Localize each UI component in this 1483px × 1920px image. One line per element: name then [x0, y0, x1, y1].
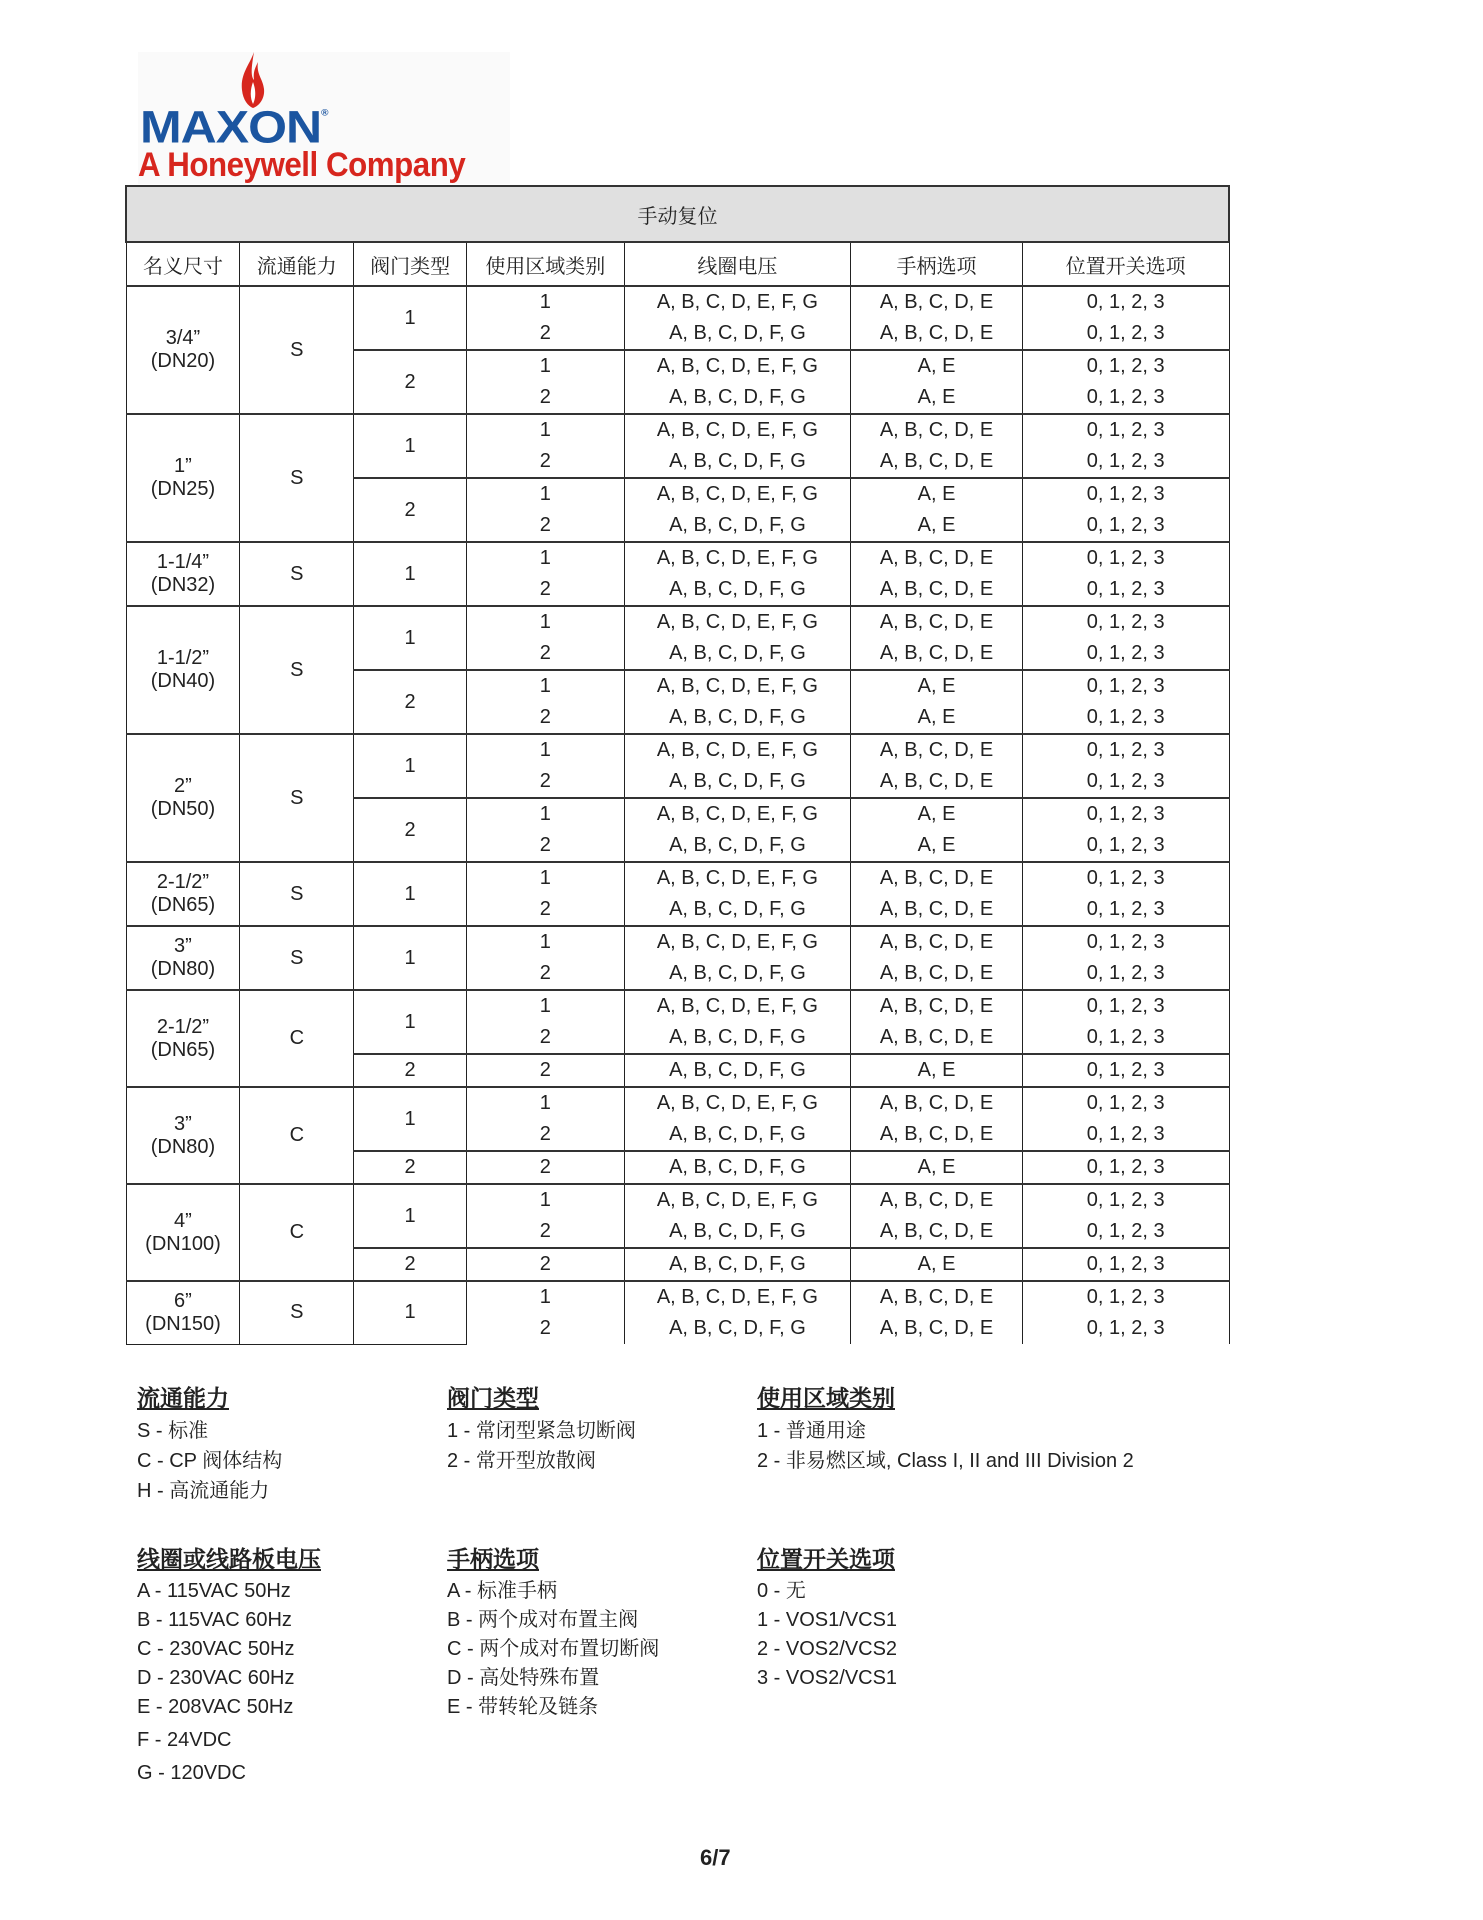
- handle-cell: A, E: [851, 702, 1023, 734]
- handle-cell: A, E: [851, 670, 1023, 702]
- voltage-cell: A, B, C, D, E, F, G: [624, 798, 851, 830]
- column-header: 手柄选项: [851, 242, 1023, 286]
- zone-cell: 2: [466, 1248, 624, 1281]
- handle-cell: A, B, C, D, E: [851, 606, 1023, 638]
- flow-cell: C: [240, 990, 354, 1087]
- legend-item: 3 - VOS2/VCS1: [757, 1667, 898, 1689]
- zone-cell: 2: [466, 382, 624, 414]
- voltage-cell: A, B, C, D, E, F, G: [624, 670, 851, 702]
- valve-type-cell: 2: [354, 798, 467, 862]
- zone-cell: 2: [466, 1313, 624, 1344]
- voltage-cell: A, B, C, D, E, F, G: [624, 926, 851, 958]
- size-dn: (DN65): [150, 1038, 216, 1061]
- voltage-cell: A, B, C, D, E, F, G: [624, 1087, 851, 1119]
- voltage-cell: A, B, C, D, E, F, G: [624, 862, 851, 894]
- zone-cell: 1: [466, 734, 624, 766]
- legend-item: 2 - VOS2/VCS2: [757, 1638, 898, 1660]
- voltage-cell: A, B, C, D, F, G: [624, 446, 851, 478]
- column-header: 使用区域类别: [466, 242, 624, 286]
- column-header: 线圈电压: [624, 242, 851, 286]
- legend-title: 线圈或线路板电压: [137, 1546, 321, 1572]
- voltage-cell: A, B, C, D, E, F, G: [624, 1281, 851, 1313]
- zone-cell: 1: [466, 798, 624, 830]
- size-cell: [126, 1087, 240, 1184]
- size-inch: 2”: [174, 775, 192, 797]
- voltage-cell: A, B, C, D, E, F, G: [624, 606, 851, 638]
- switch-cell: 0, 1, 2, 3: [1022, 1313, 1229, 1344]
- switch-cell: 0, 1, 2, 3: [1022, 1054, 1229, 1087]
- handle-cell: A, B, C, D, E: [851, 1022, 1023, 1054]
- handle-cell: A, B, C, D, E: [851, 734, 1023, 766]
- flow-cell: S: [240, 414, 354, 542]
- table-row: [126, 542, 1229, 574]
- switch-cell: 0, 1, 2, 3: [1022, 1184, 1229, 1216]
- zone-cell: 2: [466, 766, 624, 798]
- brand-tagline: A Honeywell Company: [138, 146, 466, 184]
- table-row: [126, 606, 1229, 638]
- legend-title: 手柄选项: [447, 1546, 539, 1572]
- size-cell: [126, 1281, 240, 1344]
- valve-type-cell: 1: [354, 734, 467, 798]
- legend-item: F - 24VDC: [137, 1729, 232, 1751]
- column-header: 阀门类型: [354, 242, 467, 286]
- legend-item: H - 高流通能力: [137, 1480, 270, 1502]
- table-row: [126, 990, 1229, 1022]
- legend-item: B - 两个成对布置主阀: [447, 1609, 639, 1631]
- legend-handle: [447, 1543, 659, 1722]
- voltage-cell: A, B, C, D, F, G: [624, 958, 851, 990]
- handle-cell: A, B, C, D, E: [851, 862, 1023, 894]
- zone-cell: 1: [466, 286, 624, 318]
- switch-cell: 0, 1, 2, 3: [1022, 830, 1229, 862]
- table-row: [126, 1281, 1229, 1313]
- zone-cell: 2: [466, 318, 624, 350]
- handle-cell: A, E: [851, 510, 1023, 542]
- voltage-cell: A, B, C, D, E, F, G: [624, 1184, 851, 1216]
- size-inch: 1-1/4”: [156, 551, 210, 573]
- handle-cell: A, B, C, D, E: [851, 1313, 1023, 1344]
- zone-cell: 1: [466, 990, 624, 1022]
- handle-cell: A, B, C, D, E: [851, 926, 1023, 958]
- legend-title: 使用区域类别: [757, 1385, 895, 1411]
- valve-type-cell: 1: [354, 414, 467, 478]
- flow-cell: S: [240, 862, 354, 926]
- legend-item: 2 - 非易燃区域, Class I, II and III Division 2: [757, 1450, 1134, 1472]
- size-inch: 1-1/2”: [156, 647, 210, 669]
- switch-cell: 0, 1, 2, 3: [1022, 702, 1229, 734]
- switch-cell: 0, 1, 2, 3: [1022, 1087, 1229, 1119]
- legend-title: 流通能力: [137, 1385, 229, 1411]
- switch-cell: 0, 1, 2, 3: [1022, 286, 1229, 318]
- flow-cell: S: [240, 734, 354, 862]
- flow-cell: S: [240, 926, 354, 990]
- size-inch: 4”: [174, 1209, 192, 1232]
- valve-type-cell: 1: [354, 926, 467, 990]
- voltage-cell: A, B, C, D, E, F, G: [624, 414, 851, 446]
- switch-cell: 0, 1, 2, 3: [1022, 734, 1229, 766]
- size-dn: (DN50): [150, 798, 216, 820]
- switch-cell: 0, 1, 2, 3: [1022, 638, 1229, 670]
- size-dn: (DN65): [150, 894, 216, 916]
- zone-cell: 2: [466, 574, 624, 606]
- switch-cell: 0, 1, 2, 3: [1022, 926, 1229, 958]
- legend-title: 阀门类型: [447, 1385, 539, 1411]
- valve-type-cell: 2: [354, 670, 467, 734]
- table-title: 手动复位: [126, 186, 1229, 242]
- switch-cell: 0, 1, 2, 3: [1022, 766, 1229, 798]
- zone-cell: 2: [466, 1216, 624, 1248]
- handle-cell: A, E: [851, 1151, 1023, 1184]
- legend-item: 0 - 无: [757, 1580, 806, 1602]
- zone-cell: 2: [466, 510, 624, 542]
- legend-valve-type: [447, 1382, 636, 1476]
- valve-type-cell: 1: [354, 542, 467, 606]
- voltage-cell: A, B, C, D, F, G: [624, 574, 851, 606]
- flow-cell: S: [240, 1281, 354, 1344]
- legend-item: B - 115VAC 60Hz: [137, 1609, 292, 1631]
- switch-cell: 0, 1, 2, 3: [1022, 350, 1229, 382]
- size-cell: [126, 606, 240, 734]
- zone-cell: 1: [466, 350, 624, 382]
- handle-cell: A, B, C, D, E: [851, 1087, 1023, 1119]
- handle-cell: A, E: [851, 350, 1023, 382]
- table-row: [126, 1184, 1229, 1216]
- legend-title: 位置开关选项: [757, 1546, 895, 1572]
- size-inch: 2-1/2”: [156, 1015, 210, 1038]
- size-cell: [126, 926, 240, 990]
- zone-cell: 1: [466, 414, 624, 446]
- switch-cell: 0, 1, 2, 3: [1022, 1119, 1229, 1151]
- legend-voltage: [137, 1543, 321, 1788]
- legend-item: S - 标准: [137, 1420, 209, 1442]
- voltage-cell: A, B, C, D, F, G: [624, 894, 851, 926]
- legend-flow: [137, 1382, 282, 1506]
- legend-item: A - 115VAC 50Hz: [137, 1580, 291, 1602]
- switch-cell: 0, 1, 2, 3: [1022, 382, 1229, 414]
- handle-cell: A, E: [851, 798, 1023, 830]
- switch-cell: 0, 1, 2, 3: [1022, 1151, 1229, 1184]
- handle-cell: A, E: [851, 1248, 1023, 1281]
- legend-item: 1 - 普通用途: [757, 1420, 866, 1442]
- valve-type-cell: 2: [354, 478, 467, 542]
- voltage-cell: A, B, C, D, F, G: [624, 318, 851, 350]
- voltage-cell: A, B, C, D, E, F, G: [624, 542, 851, 574]
- legend-item: G - 120VDC: [137, 1762, 246, 1784]
- handle-cell: A, B, C, D, E: [851, 638, 1023, 670]
- size-dn: (DN20): [150, 350, 216, 372]
- table-row: [126, 862, 1229, 894]
- switch-cell: 0, 1, 2, 3: [1022, 414, 1229, 446]
- switch-cell: 0, 1, 2, 3: [1022, 862, 1229, 894]
- legend-zone: [757, 1382, 1134, 1476]
- switch-cell: 0, 1, 2, 3: [1022, 478, 1229, 510]
- valve-type-cell: 1: [354, 990, 467, 1054]
- handle-cell: A, B, C, D, E: [851, 414, 1023, 446]
- handle-cell: A, B, C, D, E: [851, 446, 1023, 478]
- switch-cell: 0, 1, 2, 3: [1022, 510, 1229, 542]
- handle-cell: A, B, C, D, E: [851, 542, 1023, 574]
- size-cell: [126, 862, 240, 926]
- switch-cell: 0, 1, 2, 3: [1022, 542, 1229, 574]
- handle-cell: A, E: [851, 1054, 1023, 1087]
- valve-type-cell: 1: [354, 1087, 467, 1151]
- zone-cell: 2: [466, 1054, 624, 1087]
- handle-cell: A, B, C, D, E: [851, 286, 1023, 318]
- handle-cell: A, B, C, D, E: [851, 766, 1023, 798]
- voltage-cell: A, B, C, D, E, F, G: [624, 478, 851, 510]
- size-inch: 1”: [174, 455, 192, 477]
- zone-cell: 1: [466, 1087, 624, 1119]
- valve-type-cell: 1: [354, 1281, 467, 1344]
- handle-cell: A, B, C, D, E: [851, 1119, 1023, 1151]
- zone-cell: 1: [466, 542, 624, 574]
- voltage-cell: A, B, C, D, F, G: [624, 766, 851, 798]
- voltage-cell: A, B, C, D, F, G: [624, 1022, 851, 1054]
- zone-cell: 2: [466, 830, 624, 862]
- table-row: [126, 286, 1229, 318]
- legend-item: 2 - 常开型放散阀: [447, 1450, 596, 1472]
- page-number: 6/7: [700, 1845, 731, 1870]
- column-header: 位置开关选项: [1022, 242, 1229, 286]
- maxon-honeywell-logo: [138, 52, 510, 184]
- size-cell: [126, 990, 240, 1087]
- voltage-cell: A, B, C, D, F, G: [624, 510, 851, 542]
- size-dn: (DN32): [150, 574, 216, 596]
- table-row: [126, 926, 1229, 958]
- switch-cell: 0, 1, 2, 3: [1022, 1248, 1229, 1281]
- size-dn: (DN25): [150, 478, 216, 500]
- voltage-cell: A, B, C, D, F, G: [624, 1216, 851, 1248]
- zone-cell: 2: [466, 894, 624, 926]
- handle-cell: A, B, C, D, E: [851, 574, 1023, 606]
- voltage-cell: A, B, C, D, E, F, G: [624, 990, 851, 1022]
- switch-cell: 0, 1, 2, 3: [1022, 1216, 1229, 1248]
- size-cell: [126, 1184, 240, 1281]
- size-dn: (DN40): [150, 670, 216, 692]
- zone-cell: 1: [466, 1281, 624, 1313]
- handle-cell: A, E: [851, 382, 1023, 414]
- size-dn: (DN80): [150, 958, 216, 980]
- voltage-cell: A, B, C, D, F, G: [624, 1054, 851, 1087]
- switch-cell: 0, 1, 2, 3: [1022, 958, 1229, 990]
- voltage-cell: A, B, C, D, F, G: [624, 702, 851, 734]
- switch-cell: 0, 1, 2, 3: [1022, 318, 1229, 350]
- zone-cell: 2: [466, 446, 624, 478]
- valve-type-cell: 2: [354, 1054, 467, 1087]
- table-row: [126, 1087, 1229, 1119]
- valve-type-cell: 1: [354, 606, 467, 670]
- switch-cell: 0, 1, 2, 3: [1022, 446, 1229, 478]
- switch-cell: 0, 1, 2, 3: [1022, 1022, 1229, 1054]
- switch-cell: 0, 1, 2, 3: [1022, 990, 1229, 1022]
- voltage-cell: A, B, C, D, F, G: [624, 382, 851, 414]
- legend-item: C - 两个成对布置切断阀: [447, 1638, 660, 1660]
- handle-cell: A, B, C, D, E: [851, 1184, 1023, 1216]
- size-dn: (DN80): [150, 1135, 216, 1158]
- flow-cell: S: [240, 606, 354, 734]
- voltage-cell: A, B, C, D, E, F, G: [624, 350, 851, 382]
- switch-cell: 0, 1, 2, 3: [1022, 798, 1229, 830]
- voltage-cell: A, B, C, D, F, G: [624, 1313, 851, 1344]
- size-inch: 3”: [174, 935, 192, 957]
- legend-item: E - 208VAC 50Hz: [137, 1696, 294, 1718]
- voltage-cell: A, B, C, D, E, F, G: [624, 286, 851, 318]
- size-dn: (DN100): [145, 1232, 221, 1255]
- zone-cell: 2: [466, 1119, 624, 1151]
- zone-cell: 1: [466, 862, 624, 894]
- legend-item: D - 高处特殊布置: [447, 1667, 600, 1689]
- valve-type-cell: 2: [354, 1248, 467, 1281]
- legend-item: C - CP 阀体结构: [137, 1450, 283, 1472]
- zone-cell: 1: [466, 606, 624, 638]
- zone-cell: 1: [466, 478, 624, 510]
- table-row: [126, 414, 1229, 446]
- voltage-cell: A, B, C, D, F, G: [624, 1119, 851, 1151]
- flow-cell: S: [240, 542, 354, 606]
- handle-cell: A, E: [851, 478, 1023, 510]
- legend-item: C - 230VAC 50Hz: [137, 1638, 295, 1660]
- size-inch: 2-1/2”: [156, 871, 210, 893]
- zone-cell: 2: [466, 702, 624, 734]
- flow-cell: C: [240, 1184, 354, 1281]
- valve-type-cell: 1: [354, 286, 467, 350]
- column-header: 流通能力: [240, 242, 354, 286]
- size-inch: 3/4”: [165, 327, 201, 349]
- handle-cell: A, E: [851, 830, 1023, 862]
- handle-cell: A, B, C, D, E: [851, 1216, 1023, 1248]
- zone-cell: 1: [466, 670, 624, 702]
- flow-cell: C: [240, 1087, 354, 1184]
- legend-item: D - 230VAC 60Hz: [137, 1667, 295, 1689]
- size-dn: (DN150): [145, 1312, 221, 1335]
- handle-cell: A, B, C, D, E: [851, 318, 1023, 350]
- flow-cell: S: [240, 286, 354, 414]
- handle-cell: A, B, C, D, E: [851, 990, 1023, 1022]
- switch-cell: 0, 1, 2, 3: [1022, 574, 1229, 606]
- size-inch: 3”: [174, 1112, 192, 1135]
- zone-cell: 2: [466, 638, 624, 670]
- voltage-cell: A, B, C, D, E, F, G: [624, 734, 851, 766]
- handle-cell: A, B, C, D, E: [851, 894, 1023, 926]
- valve-type-cell: 1: [354, 862, 467, 926]
- valve-type-cell: 2: [354, 350, 467, 414]
- zone-cell: 2: [466, 958, 624, 990]
- voltage-cell: A, B, C, D, F, G: [624, 830, 851, 862]
- legend-item: A - 标准手柄: [447, 1580, 558, 1602]
- valve-type-cell: 2: [354, 1151, 467, 1184]
- zone-cell: 2: [466, 1022, 624, 1054]
- zone-cell: 1: [466, 926, 624, 958]
- handle-cell: A, B, C, D, E: [851, 1281, 1023, 1313]
- brand-name: MAXON®: [140, 101, 328, 153]
- handle-cell: A, B, C, D, E: [851, 958, 1023, 990]
- size-inch: 6”: [174, 1289, 192, 1312]
- voltage-cell: A, B, C, D, F, G: [624, 1151, 851, 1184]
- switch-cell: 0, 1, 2, 3: [1022, 670, 1229, 702]
- switch-cell: 0, 1, 2, 3: [1022, 606, 1229, 638]
- size-cell: [126, 734, 240, 862]
- switch-cell: 0, 1, 2, 3: [1022, 894, 1229, 926]
- flame-icon: [238, 52, 268, 108]
- zone-cell: 1: [466, 1184, 624, 1216]
- legend-item: 1 - 常闭型紧急切断阀: [447, 1420, 636, 1442]
- switch-cell: 0, 1, 2, 3: [1022, 1281, 1229, 1313]
- voltage-cell: A, B, C, D, F, G: [624, 638, 851, 670]
- voltage-cell: A, B, C, D, F, G: [624, 1248, 851, 1281]
- size-cell: [126, 286, 240, 414]
- legend-switch: [757, 1543, 897, 1693]
- legend-item: E - 带转轮及链条: [447, 1696, 599, 1718]
- table-row: [126, 734, 1229, 766]
- size-cell: [126, 542, 240, 606]
- valve-options-table: [125, 185, 1230, 1345]
- valve-type-cell: 1: [354, 1184, 467, 1248]
- zone-cell: 2: [466, 1151, 624, 1184]
- size-cell: [126, 414, 240, 542]
- legend-item: 1 - VOS1/VCS1: [757, 1609, 898, 1631]
- column-header: 名义尺寸: [126, 242, 240, 286]
